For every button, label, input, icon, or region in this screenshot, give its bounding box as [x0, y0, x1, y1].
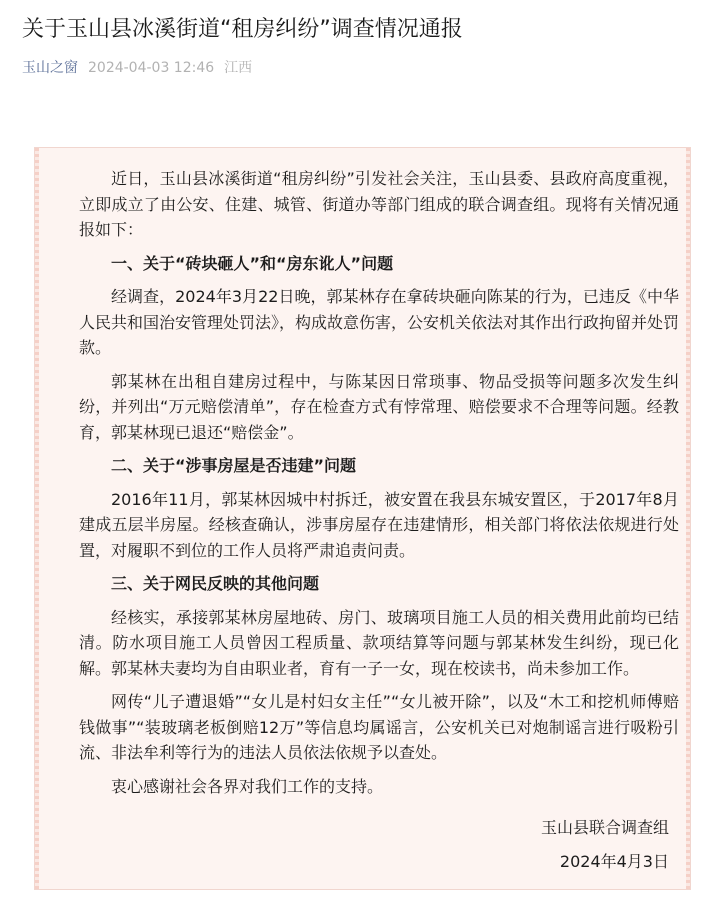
article-meta — [22, 58, 252, 78]
section-1-paragraph-1: 经调查，2024年3月22日晚，郭某林存在拿砖块砸向陈某的行为，已违反《中华人民共和国治安管理处罚法》，构成故意伤害，公安机关依法对其作出行政拘留并处罚款。 — [79, 287, 680, 357]
notice-image[interactable] — [34, 147, 691, 890]
publish-time: 2024-04-03 12:46 — [88, 60, 215, 76]
section-3-paragraph-2: 网传“儿子遭退婚”“女儿是村妇女主任”“女儿被开除”，以及“木工和挖机师傅赔钱做事”“装玻璃老板倒赔12万”等信息均属谣言，公安机关已对炮制谣言进行吸粉引流、非法牟利等行为的违法人员依法依规予以查处。 — [79, 692, 679, 762]
account-name-link[interactable]: 玉山之窗 — [22, 60, 78, 76]
notice-date: 2024年4月3日 — [559, 851, 669, 871]
notice-body — [79, 166, 679, 874]
section-2-paragraph-1: 2016年11月，郭某林因城中村拆迁，被安置在我县东城安置区，于2017年8月建成五层半房屋。经核查确认，涉事房屋存在违建情形，相关部门将依法依规进行处置，对履职不到位的工作人员将严肃追责问责。 — [79, 489, 679, 560]
signature: 玉山县联合调查组 — [540, 818, 669, 837]
notice-intro: 近日，玉山县冰溪街道“租房纠纷”引发社会关注，玉山县委、县政府高度重视，立即成立了由公安、住建、城管、街道办等部门组成的联合调查组。现将有关情况通报如下： — [79, 169, 679, 239]
section-1-paragraph-2: 郭某林在出租自建房过程中，与陈某因日常琐事、物品受损等问题多次发生纠纷，并列出“万元赔偿清单”，存在检查方式有悖常理、赔偿要求不合理等问题。经教育，郭某林现已退还“赔偿金”。 — [79, 371, 679, 442]
section-3-heading: 三、关于网民反映的其他问题 — [111, 574, 320, 593]
thanks-line: 衷心感谢社会各界对我们工作的支持。 — [111, 776, 384, 796]
section-2-heading: 二、关于“涉事房屋是否违建”问题 — [111, 456, 357, 475]
section-1-heading: 一、关于“砖块砸人”和“房东讹人”问题 — [111, 253, 394, 273]
section-3-paragraph-1: 经核实，承接郭某林房屋地砖、房门、玻璃项目施工人员的相关费用此前均已结清。防水项目施工人员曾因工程质量、款项结算等问题与郭某林发生纠纷，现已化解。郭某林夫妻均为自由职业者，育有一子一女，现在校读书，尚未参加工作。 — [79, 607, 679, 678]
article-title: 关于玉山县冰溪街道“租房纠纷”调查情况通报 — [22, 17, 463, 42]
publish-location: 江西 — [224, 60, 253, 76]
